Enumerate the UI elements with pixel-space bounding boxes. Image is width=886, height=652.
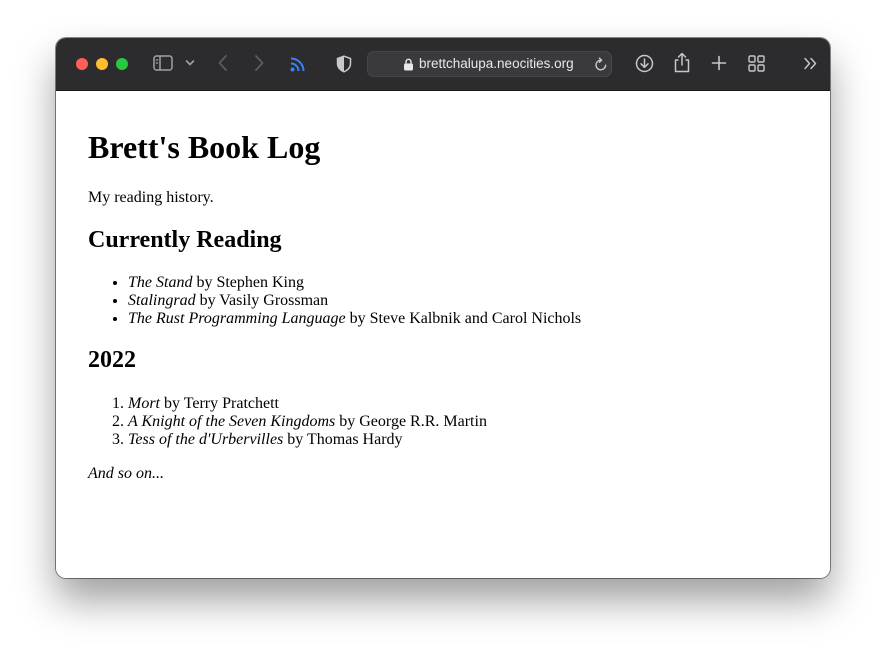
list-item — [128, 395, 487, 413]
currently-reading-heading: Currently Reading — [88, 227, 282, 253]
lock-icon — [403, 58, 414, 71]
tab-overview-icon[interactable] — [748, 55, 765, 72]
sidebar-icon[interactable] — [153, 55, 173, 71]
book-title: A Knight of the Seven Kingdoms — [128, 413, 336, 430]
book-title: Tess of the d'Urbervilles — [128, 431, 284, 448]
book-title: The Rust Programming Language — [128, 310, 346, 327]
zoom-window-button[interactable] — [116, 58, 128, 70]
back-icon[interactable] — [217, 54, 229, 72]
book-author: by Stephen King — [192, 274, 304, 291]
share-icon[interactable] — [673, 52, 691, 73]
rss-icon[interactable] — [290, 56, 306, 72]
page-tagline: My reading history. — [88, 189, 214, 206]
book-title: Stalingrad — [128, 292, 196, 309]
closing-note: And so on... — [88, 465, 164, 482]
book-title: Mort — [128, 395, 160, 412]
book-author: by George R.R. Martin — [335, 413, 487, 430]
address-bar[interactable] — [367, 51, 612, 77]
address-url: brettchalupa.neocities.org — [419, 56, 574, 71]
chevron-down-icon[interactable] — [185, 59, 195, 67]
minimize-window-button[interactable] — [96, 58, 108, 70]
shield-icon[interactable] — [336, 55, 352, 73]
list-item — [128, 413, 487, 431]
list-item — [128, 292, 581, 310]
book-title: The Stand — [128, 274, 193, 291]
book-author: by Steve Kalbnik and Carol Nichols — [345, 310, 582, 327]
forward-icon[interactable] — [253, 54, 265, 72]
book-author: by Vasily Grossman — [195, 292, 329, 309]
reload-icon[interactable] — [594, 57, 608, 72]
overflow-icon[interactable] — [803, 57, 818, 70]
page-content — [56, 91, 830, 578]
book-author: by Thomas Hardy — [283, 431, 403, 448]
list-item — [128, 274, 581, 292]
year-heading: 2022 — [88, 347, 136, 373]
download-icon[interactable] — [635, 54, 654, 73]
book-author: by Terry Pratchett — [160, 395, 279, 412]
currently-reading-list — [88, 274, 581, 328]
page-title: Brett's Book Log — [88, 129, 321, 165]
list-item — [128, 431, 487, 449]
close-window-button[interactable] — [76, 58, 88, 70]
year-book-list — [88, 395, 487, 449]
browser-window — [56, 38, 830, 578]
plus-icon[interactable] — [711, 55, 727, 71]
list-item — [128, 310, 581, 328]
browser-toolbar — [56, 38, 830, 91]
